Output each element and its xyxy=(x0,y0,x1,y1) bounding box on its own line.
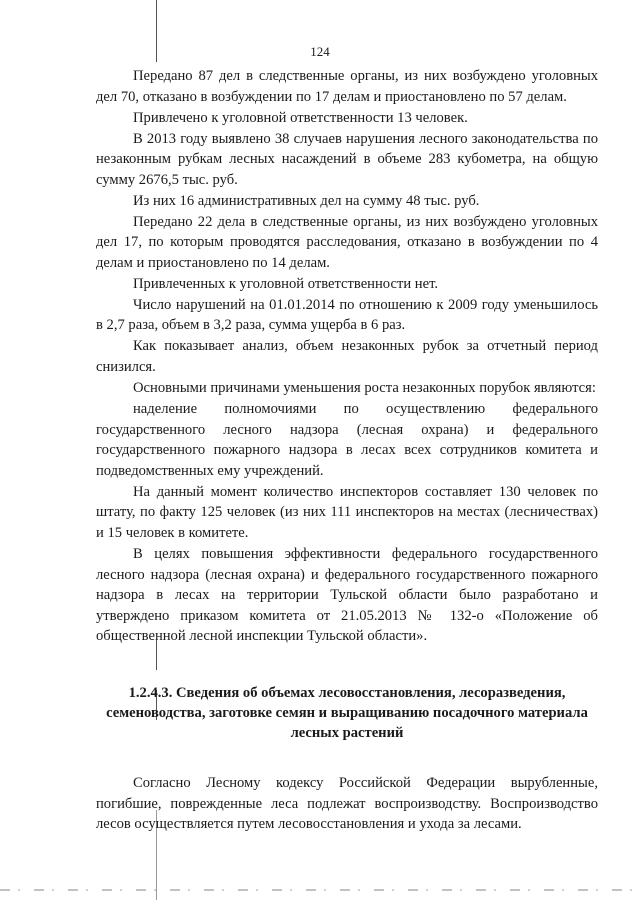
paragraph: Число нарушений на 01.01.2014 по отношению к 2009 году уменьшилось в 2,7 раза, объем в 3,2 раза, сумма ущерба в 6 раз. xyxy=(96,296,598,334)
paragraph: Основными причинами уменьшения роста незаконных порубок являются: xyxy=(133,380,596,397)
paragraph: наделение полномочиями по осуществлению федерального государственного лесного надзора (лесная охрана) и федерального государственного пожарного надзора в лесах всех сотрудников комитета и подведомственных ему учреждений. xyxy=(96,401,598,479)
paragraph: На данный момент количество инспекторов составляет 130 человек по штату, по факту 125 человек (из них 111 инспекторов на местах (лесничествах) и 15 человек в комитете. xyxy=(96,483,598,541)
paragraph: Как показывает анализ, объем незаконных рубок за отчетный период снизился. xyxy=(96,338,598,376)
scan-artifact-dots xyxy=(0,889,640,891)
paragraph: Привлечено к уголовной ответственности 13 человек. xyxy=(133,109,468,126)
closing-paragraph: Согласно Лесному кодексу Российской Федерации вырубленные, погибшие, поврежденные леса подлежат воспроизводству. Воспроизводство лесов осуществляется путем лесовосстановления и ухода за лесами. xyxy=(96,774,598,833)
paragraph: Из них 16 административных дел на сумму 48 тыс. руб. xyxy=(133,192,480,209)
section-heading: 1.2.4.3. Сведения об объемах лесовосстановления, лесоразведения, семеноводства, заготовке семян и выращиванию посадочного материала лесных растений xyxy=(106,684,588,741)
paragraph: Передано 22 дела в следственные органы, из них возбуждено уголовных дел 17, по которым проводятся расследования, отказано в возбуждении по 4 делам и приостановлено по 14 делам. xyxy=(96,213,598,271)
paragraph: Передано 87 дел в следственные органы, из них возбуждено уголовных дел 70, отказано в возбуждении по 17 делам и приостановлено по 57 делам. xyxy=(96,68,598,105)
paragraph: В целях повышения эффективности федерального государственного лесного надзора (лесная охрана) и федерального государственного пожарного надзора в лесах на территории Тульской области было разработано и утверждено приказом комитета от 21.05.2013 № 132-о «Положение об общественной лесной инспекции Тульской области». xyxy=(96,545,598,645)
paragraph: В 2013 году выявлено 38 случаев нарушения лесного законодательства по незаконным рубкам лесных насаждений в объеме 283 кубометра, на общую сумму 2676,5 тыс. руб. xyxy=(96,130,598,188)
document-body xyxy=(96,66,598,835)
page-number: 124 xyxy=(310,44,330,59)
paragraph: Привлеченных к уголовной ответственности нет. xyxy=(133,275,438,292)
